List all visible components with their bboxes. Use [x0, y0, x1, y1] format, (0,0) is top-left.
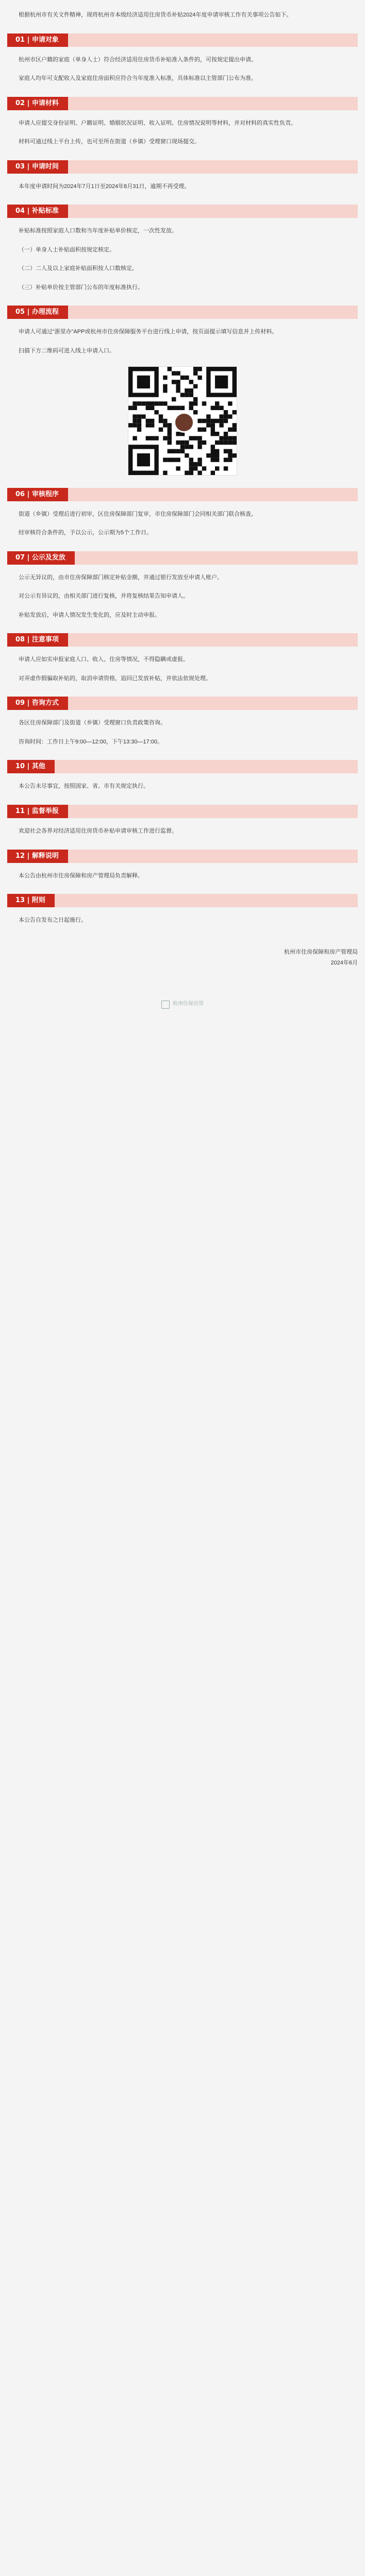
section-header: [7, 551, 358, 565]
brand-logo-icon: [161, 1001, 170, 1009]
section-title: 08 | 注意事项: [10, 633, 68, 647]
section-header: [7, 894, 358, 907]
section-title: 06 | 审核程序: [10, 488, 68, 501]
paragraph: （三）补贴单价按主管部门公布的年度标准执行。: [19, 284, 143, 291]
section-header: [7, 633, 358, 647]
paragraph: 本公告自发布之日起施行。: [19, 917, 87, 924]
section: [7, 33, 358, 84]
paragraph: 本公告未尽事宜，按照国家、省、市有关规定执行。: [19, 783, 149, 790]
section-title: 07 | 公示及发放: [10, 551, 75, 565]
paragraph: （二）二人及以上家庭补贴面积按人口数核定。: [19, 265, 138, 272]
section-header: [7, 306, 358, 319]
section-title: 10 | 其他: [10, 760, 55, 773]
paragraph: 申请人可通过“浙里办”APP或杭州市住房保障服务平台进行线上申请，按页面提示填写信息并上传材料。: [19, 329, 278, 335]
section: [7, 850, 358, 882]
brand-watermark: [7, 999, 358, 1010]
paragraph: 咨询时间：工作日上午9:00—12:00，下午13:30—17:00。: [19, 738, 163, 745]
footer-org: 杭州市住房保障和房产管理局: [284, 948, 358, 955]
paragraph: 申请人应如实申报家庭人口、收入、住房等情况，不得隐瞒或虚报。: [19, 656, 189, 663]
section-header: [7, 488, 358, 501]
section-title: 05 | 办理流程: [10, 306, 68, 319]
paragraph: 补贴标准按照家庭人口数和当年度补贴单价核定，一次性发放。: [19, 228, 177, 234]
section: [7, 894, 358, 926]
paragraph: 对公示有异议的，由相关部门进行复核，并将复核结果告知申请人。: [19, 593, 189, 600]
paragraph: 补贴发放后，申请人情况发生变化的，应及时主动申报。: [19, 612, 160, 618]
paragraph: 家庭人均年可支配收入及家庭住房面积应符合当年度准入标准，具体标准以主管部门公布为准。: [19, 75, 257, 82]
section: [7, 760, 358, 792]
section-title: 02 | 申请材料: [10, 97, 68, 110]
section-header: [7, 160, 358, 174]
section-header: [7, 97, 358, 110]
article-footer: [7, 947, 358, 969]
section: [7, 805, 358, 837]
section: [7, 697, 358, 748]
section-title: 04 | 补贴标准: [10, 205, 68, 218]
qr-logo-icon: [174, 412, 194, 433]
brand-name: 杭州住保房管: [173, 1001, 204, 1007]
section-header: [7, 850, 358, 863]
section: [7, 205, 358, 293]
paragraph: 本公告由杭州市住房保障和房产管理局负责解释。: [19, 872, 143, 879]
paragraph: 扫描下方二维码可进入线上申请入口。: [19, 348, 115, 354]
section: [7, 97, 358, 148]
section-title: 03 | 申请时间: [10, 160, 68, 174]
paragraph: （一）单身人士补贴面积按规定核定。: [19, 246, 115, 253]
qr-code[interactable]: [128, 366, 237, 476]
section: [7, 488, 358, 539]
section-header: [7, 760, 358, 773]
footer-date: 2024年6月: [330, 959, 358, 966]
paragraph: 本年度申请时间为2024年7月1日至2024年8月31日，逾期不再受理。: [19, 183, 190, 190]
paragraph: 申请人应提交身份证明、户籍证明、婚姻状况证明、收入证明、住房情况说明等材料，并对材料的真实性负责。: [19, 120, 296, 126]
intro-paragraph: 根据杭州市有关文件精神，现将杭州市本级经济适用住房货币补贴2024年度申请审核工作有关事项公告如下。: [19, 12, 292, 18]
section: [7, 551, 358, 621]
section-header: [7, 33, 358, 47]
paragraph: 杭州市区户籍的家庭（单身人士）符合经济适用住房货币补贴准入条件的，可按规定提出申请。: [19, 56, 257, 63]
paragraph: 公示无异议的，由市住房保障部门核定补贴金额，并通过银行发放至申请人账户。: [19, 574, 223, 581]
section: [7, 160, 358, 193]
paragraph: 材料可通过线上平台上传，也可至所在街道（乡镇）受理窗口现场提交。: [19, 139, 200, 145]
section-title: 09 | 咨询方式: [10, 697, 68, 710]
section-header: [7, 205, 358, 218]
section-title: 11 | 监督举报: [10, 805, 68, 818]
section-header: [7, 805, 358, 818]
qr-code-container: [7, 366, 358, 476]
section: [7, 306, 358, 475]
section-title: 01 | 申请对象: [10, 33, 68, 47]
section-title: 12 | 解释说明: [10, 850, 68, 863]
paragraph: 经审核符合条件的，予以公示，公示期为5个工作日。: [19, 530, 153, 536]
paragraph: 欢迎社会各界对经济适用住房货币补贴申请审核工作进行监督。: [19, 828, 177, 835]
paragraph: 各区住房保障部门及街道（乡镇）受理窗口负责政策咨询。: [19, 720, 166, 726]
paragraph: 对弄虚作假骗取补贴的，取消申请资格，追回已发放补贴，并依法依规处理。: [19, 675, 211, 682]
section-header: [7, 697, 358, 710]
section: [7, 633, 358, 684]
paragraph: 街道（乡镇）受理后进行初审，区住房保障部门复审，市住房保障部门会同相关部门联合核查。: [19, 511, 257, 517]
section-title: 13 | 附则: [10, 894, 55, 907]
